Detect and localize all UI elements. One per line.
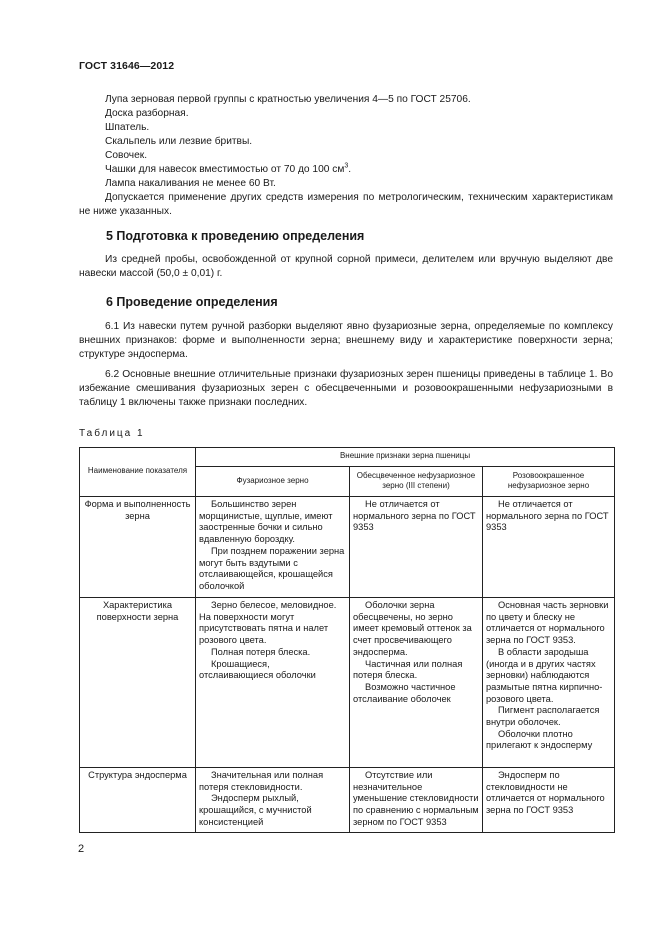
header-indicator: Наименование показателя bbox=[80, 448, 196, 497]
header-pink: Розовоокрашенное нефузариозное зерно bbox=[483, 467, 615, 497]
cell-fusarium: Большинство зерен морщинистые, щуплые, имеют заостренные бочки и сильно вдавленную бороздку. При позднем поражении зерна могут быть вздутыми с отслаивающейся, крошащейся оболочкой bbox=[196, 497, 350, 598]
measurement-note: Допускается применение других средств измерения по метрологическим, техническим характеристикам не ниже указанных. bbox=[79, 192, 613, 217]
features-table bbox=[79, 447, 615, 833]
cell-discolored: Отсутствие или незначительное уменьшение стекловидности по сравнению с нормальным зерном по ГОСТ 9353 bbox=[350, 768, 483, 833]
header-group: Внешние признаки зерна пшеницы bbox=[196, 448, 615, 467]
equipment-item: Лупа зерновая первой группы с кратностью увеличения 4—5 по ГОСТ 25706. bbox=[105, 94, 471, 105]
table-row bbox=[80, 768, 615, 833]
section-5-heading: 5 Подготовка к проведению определения bbox=[106, 229, 365, 243]
row-indicator: Характеристика поверхности зерна bbox=[80, 598, 196, 768]
cell-fusarium: Значительная или полная потеря стекловидности. Эндосперм рыхлый, крошащийся, с мучнистой консистенцией bbox=[196, 768, 350, 833]
document-code: ГОСТ 31646—2012 bbox=[79, 60, 175, 72]
equipment-item: Скальпель или лезвие бритвы. bbox=[105, 136, 253, 147]
cell-pink: Эндосперм по стекловидности не отличается от нормального зерна по ГОСТ 9353 bbox=[483, 768, 615, 833]
table-row bbox=[80, 598, 615, 768]
row-indicator: Форма и выполненность зерна bbox=[80, 497, 196, 598]
equipment-item: Чашки для навесок вместимостью от 70 до 100 $см^3$. bbox=[105, 162, 352, 175]
header-discolored: Обесцвеченное нефузариозное зерно (III степени) bbox=[350, 467, 483, 497]
unit-superscript: 3 bbox=[344, 162, 349, 170]
header-fusarium: Фузариозное зерно bbox=[196, 467, 350, 497]
equipment-item: Шпатель. bbox=[105, 122, 150, 133]
section-6-heading: 6 Проведение определения bbox=[106, 295, 278, 309]
cell-discolored: Оболочки зерна обесцвечены, но зерно имеет кремовый оттенок за счет просвечивающего эндосперма. Частичная или полная потеря блеска. Возможно частичное отслаивание оболочек bbox=[350, 598, 483, 768]
equipment-list bbox=[105, 93, 471, 191]
table-caption: Таблица 1 bbox=[79, 428, 145, 439]
page-number: 2 bbox=[78, 843, 85, 855]
equipment-item: Совочек. bbox=[105, 150, 148, 161]
row-indicator: Структура эндосперма bbox=[80, 768, 196, 833]
section-5-text: Из средней пробы, освобожденной от крупной сорной примеси, делителем или вручную выделяют две навески массой (50,0 ± 0,01) г. bbox=[79, 254, 613, 279]
paragraph-6-2: 6.2 Основные внешние отличительные признаки фузариозных зерен пшеницы приведены в таблице 1. Во избежание смешивания фузариозных зерен с обесцвеченными и розовоокрашенными нефузариозными в таблицу 1 включены также признаки последних. bbox=[79, 369, 613, 408]
cell-fusarium: Зерно белесое, меловидное. На поверхности могут присутствовать пятна и налет розового цвета. Полная потеря блеска. Крошащиеся, отслаивающиеся оболочки bbox=[196, 598, 350, 768]
equipment-item: Доска разборная. bbox=[105, 108, 189, 119]
cell-pink: Не отличается от нормального зерна по ГОСТ 9353 bbox=[483, 497, 615, 598]
paragraph-6-1: 6.1 Из навески путем ручной разборки выделяют явно фузариозные зерна, определяемые по комплексу внешних признаков: форме и выполненности зерна; внешнему виду и характеристике поверхности зерна; структуре эндосперма. bbox=[79, 321, 613, 360]
table-row bbox=[80, 497, 615, 598]
cell-pink: Основная часть зерновки по цвету и блеску не отличается от нормального зерна по ГОСТ 9353. В области зародыша (иногда и в других частях зерновки) наблюдаются размытые пятна кирпично-розового цвета. Пигмент располагается внутри оболочек. Оболочки плотно прилегают к эндосперму bbox=[483, 598, 615, 768]
equipment-item: Лампа накаливания не менее 60 Вт. bbox=[105, 178, 276, 189]
cell-discolored: Не отличается от нормального зерна по ГОСТ 9353 bbox=[350, 497, 483, 598]
